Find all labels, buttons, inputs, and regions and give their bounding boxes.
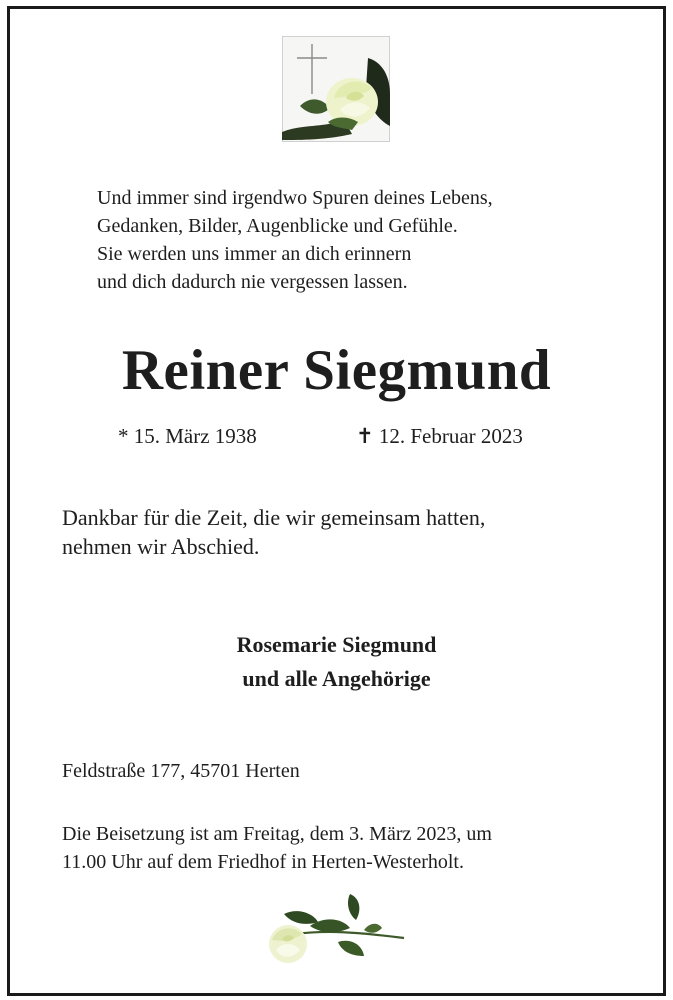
poem-line: Gedanken, Bilder, Augenblicke und Gefühle. [97,215,458,237]
thanks-text [62,503,485,561]
mourner-line: Rosemarie Siegmund [236,632,437,657]
poem-verse [97,184,493,296]
poem-line: und dich dadurch nie vergessen lassen. [97,271,408,293]
funeral-info [62,820,492,876]
rose-image [266,892,408,968]
thanks-line: nehmen wir Abschied. [62,534,260,559]
poem-line: Sie werden uns immer an dich erinnern [97,243,412,265]
cross-rose-image [282,36,390,142]
thanks-line: Dankbar für die Zeit, die wir gemeinsam hatten, [62,505,486,530]
poem-line: Und immer sind irgendwo Spuren deines Lebens, [97,187,493,209]
birth-date: * 15. März 1938 [118,424,257,448]
funeral-line: 11.00 Uhr auf dem Friedhof in Herten-Westerholt. [62,851,464,873]
death-date: ✝ 12. Februar 2023 [356,424,523,448]
deceased-name: Reiner Siegmund [121,339,552,402]
mourner-line: und alle Angehörige [242,666,431,691]
mourners [0,628,673,696]
rose-icon [269,925,307,963]
address: Feldstraße 177, 45701 Herten [62,760,300,782]
funeral-line: Die Beisetzung ist am Freitag, dem 3. März 2023, um [62,823,492,845]
